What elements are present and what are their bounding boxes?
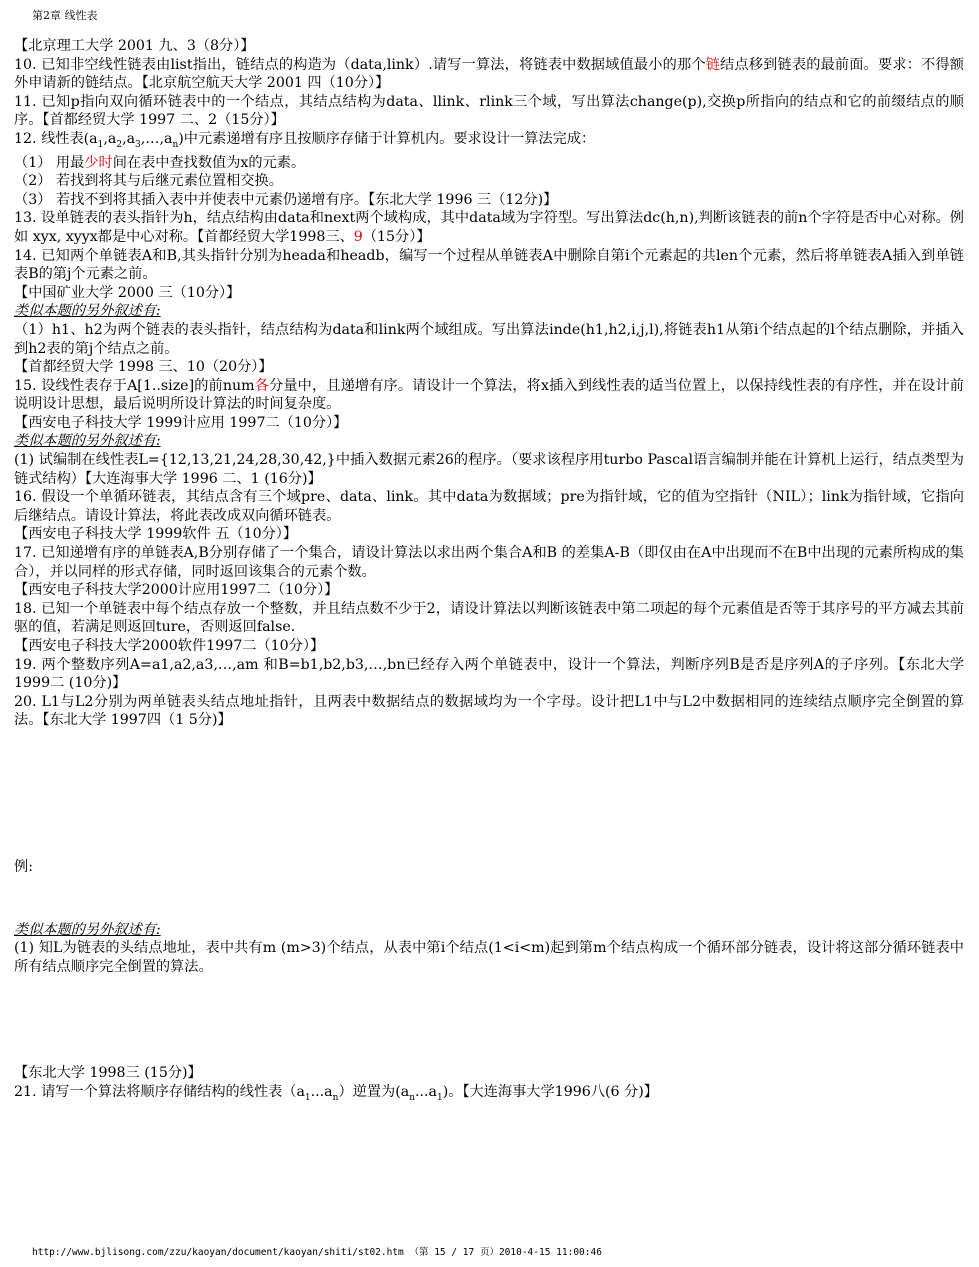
page-footer-url: http://www.bjlisong.com/zzu/kaoyan/document/kaoyan/shiti/st02.htm （第 15 / 17 页）2010-4-15 11:00:46 [32,1247,602,1258]
source-citation: 【首都经贸大学 1998 三、10（20分）】 [14,359,273,376]
source-citation: 【北京理工大学 2001 九、3（8分）】 [14,38,255,54]
source-citation: 【西安电子科技大学2000软件1997二（10分）】 [14,638,325,654]
similar-question: （1）h1、h2为两个链表的表头指针，结点结构为data和link两个域组成。写出算法inde(h1,h2,i,j,l),将链表h1从第i个结点起的l个结点删除，并插入到h2表的第j个结点之前。 [14,321,964,357]
question-12-part-3: （3） 若找不到将其插入表中并使表中元素仍递增有序。【东北大学 1996 三（12分)】 [14,191,558,208]
question-18: 18. 已知一个单链表中每个结点存放一个整数，并且结点数不少于2，请设计算法以判断该链表中第二项起的每个元素值是否等于其序号的平方减去其前驱的值，若满足则返回ture，否则返回false. [14,600,964,636]
question-10: 10. 已知非空线性链表由list指出，链结点的构造为（data,link）.请写一算法，将链表中数据域值最小的那个链结点移到链表的最前面。要求：不得额外申请新的链结点。【北京航空航天大学 2001 四（10分）】 [14,56,964,92]
similar-heading: 类似本题的另外叙述有: [14,921,161,938]
source-citation: 【西安电子科技大学 1999计应用 1997二（10分）】 [14,414,348,431]
question-19: 19. 两个整数序列A=a1,a2,a3,…,am 和B=b1,b2,b3,…,bn已经存入两个单链表中，设计一个算法，判断序列B是否是序列A的子序列。【东北大学 1999二 (10分)】 [14,656,965,692]
similar-heading: 类似本题的另外叙述有: [14,303,161,320]
similar-question: (1) 试编制在线性表L={12,13,21,24,28,30,42,}中插入数据元素26的程序。（要求该程序用turbo Pascal语言编制并能在计算机上运行，结点类型为链式结构）【大连海事大学 1996 二、1 (16分)】 [14,452,964,487]
highlight-text: 少时 [84,154,113,171]
highlight-text: 链 [705,56,721,73]
question-12: 12. 线性表$(a_1,a_2,a_3,\dots,a_n)$中元素递增有序且按顺序存储于计算机内。要求设计一算法完成： [14,130,596,150]
blank-space [14,730,964,858]
source-citation: 【中国矿业大学 2000 三（10分）】 [14,284,241,301]
question-17: 17. 已知递增有序的单链表A,B分别存储了一个集合，请设计算法以求出两个集合A和B 的差集A-B（即仅由在A中出现而不在B中出现的元素所构成的集合），并以同样的形式存储，同时返回该集合的元素个数。 [14,545,964,580]
question-14: 14. 已知两个单链表A和B,其头指针分别为heada和headb，编写一个过程从单链表A中删除自第i个元素起的共len个元素，然后将单链表A插入到单链表B的第j个元素之前。 [14,247,964,283]
question-20: 20. L1与L2分别为两单链表头结点地址指针，且两表中数据结点的数据域均为一个字母。设计把L1中与L2中数据相同的连续结点顺序完全倒置的算法。【东北大学 1997四（1 5分)】 [14,693,964,729]
source-citation: 【西安电子科技大学2000计应用1997二（10分）】 [14,582,339,599]
highlight-text: 9 [353,228,363,245]
source-citation: 【西安电子科技大学 1999软件 五（10分）】 [14,526,298,543]
question-12-part-1: （1） 用最少时间在表中查找数值为x的元素。 [14,154,306,171]
question-21: 21. 请写一个算法将顺序存储结构的线性表$(a_1...a_n)$逆置为$(a_n...a_1)$。【大连海事大学1996八(6 分)】 [14,1083,658,1103]
similar-heading: 类似本题的另外叙述有: [14,433,161,450]
highlight-text: 各 [254,377,270,394]
question-13: 13. 设单链表的表头指针为h，结点结构由data和next两个域构成，其中data域为字符型。写出算法dc(h,n),判断该链表的前n个字符是否中心对称。例如 xyx, xyyx都是中心对称。【首都经贸大学1998三、9（15分）】 [14,210,964,245]
similar-question: (1) 知L为链表的头结点地址，表中共有m (m>3)个结点，从表中第i个结点(1<i<m)起到第m个结点构成一个循环部分链表，设计将这部分循环链表中所有结点顺序完全倒置的算法。 [14,940,964,975]
question-12-part-2: （2） 若找到将其与后继元素位置相交换。 [14,173,283,190]
blank-space [14,877,964,921]
blank-space [14,976,964,1064]
example-label: 例: [14,858,33,875]
page-header: 第2章 线性表 [32,9,98,22]
question-11: 11. 已知p指向双向循环链表中的一个结点，其结点结构为data、llink、rlink三个域，写出算法change(p),交换p所指向的结点和它的前缀结点的顺序。【首都经贸大学 1997 二、2（15分）】 [14,93,964,129]
document-body [14,37,964,1102]
source-citation: 【东北大学 1998三 (15分)】 [14,1065,202,1082]
question-15: 15. 设线性表存于A[1..size]的前num各分量中，且递增有序。请设计一个算法，将x插入到线性表的适当位置上，以保持线性表的有序性，并在设计前说明设计思想，最后说明所设计算法的时间复杂度。 [14,377,964,413]
question-16: 16. 假设一个单循环链表，其结点含有三个域pre、data、link。其中data为数据域；pre为指针域，它的值为空指针（NIL）；link为指针域，它指向后继结点。请设计算法，将此表改成双向循环链表。 [14,489,964,524]
